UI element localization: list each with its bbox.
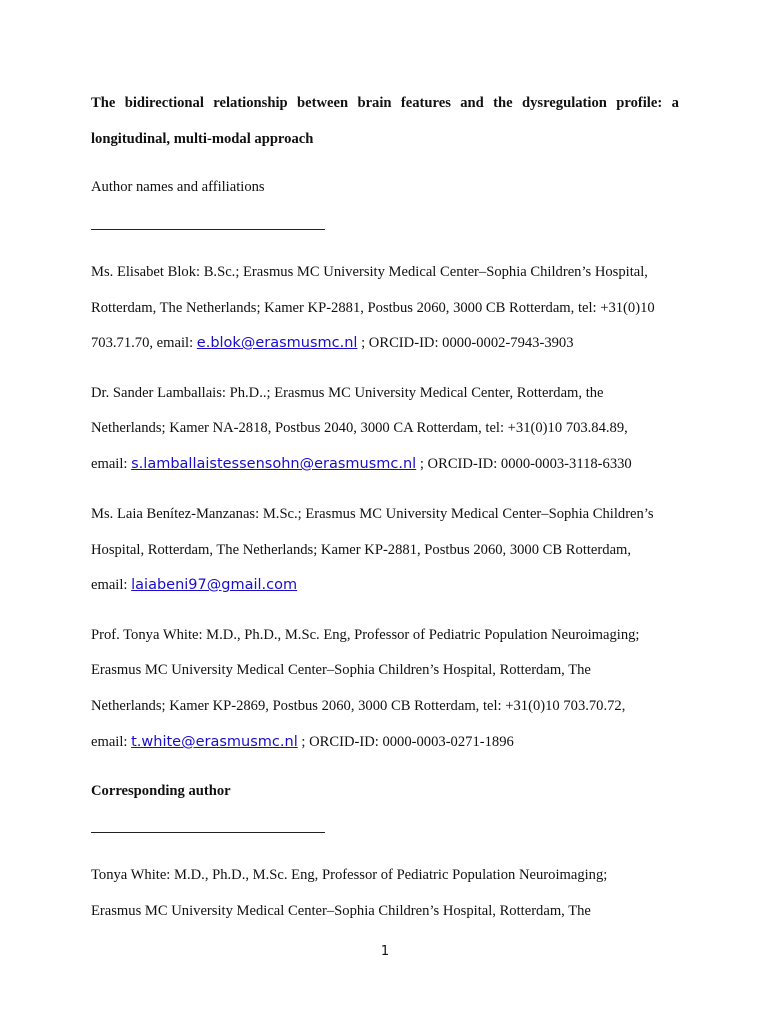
- author-4-line-2: Erasmus MC University Medical Center–Sophia Children’s Hospital, Rotterdam, The: [91, 662, 591, 678]
- author-1-line-2: Rotterdam, The Netherlands; Kamer KP-2881, Postbus 2060, 3000 CB Rotterdam, tel: +31(0)10: [91, 300, 655, 316]
- author-4-line-3: Netherlands; Kamer KP-2869, Postbus 2060, 3000 CB Rotterdam, tel: +31(0)10 703.70.72,: [91, 698, 626, 714]
- corresponding-line-1: Tonya White: M.D., Ph.D., M.Sc. Eng, Professor of Pediatric Population Neuroimaging;: [91, 867, 608, 883]
- paper-title-line-2: longitudinal, multi-modal approach: [91, 131, 314, 147]
- title-word: a: [671, 95, 679, 111]
- author-2-line-2: Netherlands; Kamer NA-2818, Postbus 2040, 3000 CA Rotterdam, tel: +31(0)10 703.84.89,: [91, 420, 628, 436]
- author-4-email-prefix: email:: [91, 734, 132, 750]
- title-word: between: [297, 95, 349, 111]
- author-1-line-3: [91, 334, 574, 352]
- authors-heading: Author names and affiliations: [91, 179, 265, 195]
- title-word: The: [91, 95, 116, 111]
- title-word: brain: [357, 95, 392, 111]
- author-4-email-link[interactable]: t.white@erasmusmc.nl: [131, 734, 298, 750]
- author-1-line-1: Ms. Elisabet Blok: B.Sc.; Erasmus MC University Medical Center–Sophia Children’s Hospital,: [91, 264, 648, 280]
- page-number: 1: [380, 944, 390, 959]
- paper-title-line-1: [91, 94, 679, 112]
- heading-underline-rule: [91, 229, 325, 230]
- title-word: features: [400, 95, 451, 111]
- author-3-line-1: Ms. Laia Benítez-Manzanas: M.Sc.; Erasmus MC University Medical Center–Sophia Children’s: [91, 506, 654, 522]
- author-2-line-1: Dr. Sander Lamballais: Ph.D..; Erasmus MC University Medical Center, Rotterdam, the: [91, 385, 604, 401]
- author-4-line-1: Prof. Tonya White: M.D., Ph.D., M.Sc. Eng, Professor of Pediatric Population Neuroimaging;: [91, 627, 640, 643]
- author-1-email-link[interactable]: e.blok@erasmusmc.nl: [196, 335, 358, 351]
- title-word: dysregulation: [522, 95, 607, 111]
- author-4-line-4: [91, 733, 514, 751]
- author-2-email-prefix: email:: [91, 456, 132, 472]
- title-word: and: [460, 95, 484, 111]
- author-3-line-3: [91, 576, 297, 594]
- author-3-line-2: Hospital, Rotterdam, The Netherlands; Kamer KP-2881, Postbus 2060, 3000 CB Rotterdam,: [91, 542, 632, 558]
- heading-underline-rule: [91, 832, 325, 833]
- author-3-email-prefix: email:: [91, 577, 132, 593]
- corresponding-author-heading: Corresponding author: [91, 783, 231, 799]
- author-1-orcid: ; ORCID-ID: 0000-0002-7943-3903: [357, 335, 574, 351]
- author-2-line-3: [91, 455, 632, 473]
- author-2-orcid: ; ORCID-ID: 0000-0003-3118-6330: [416, 456, 632, 472]
- title-word: profile:: [616, 95, 663, 111]
- title-word: relationship: [213, 95, 288, 111]
- title-word: the: [493, 95, 513, 111]
- author-1-email-prefix: 703.71.70, email:: [91, 335, 197, 351]
- author-2-email-link[interactable]: s.lamballaistessensohn@erasmusmc.nl: [131, 456, 417, 472]
- author-4-orcid: ; ORCID-ID: 0000-0003-0271-1896: [297, 734, 514, 750]
- title-word: bidirectional: [124, 95, 204, 111]
- corresponding-line-2: Erasmus MC University Medical Center–Sophia Children’s Hospital, Rotterdam, The: [91, 903, 591, 919]
- author-3-email-link[interactable]: laiabeni97@gmail.com: [131, 577, 298, 593]
